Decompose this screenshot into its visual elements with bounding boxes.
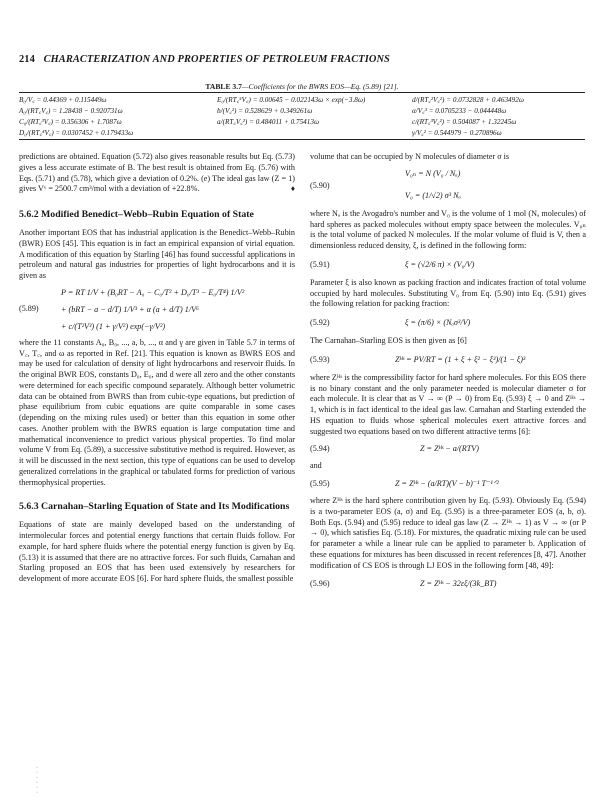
equation-line: V₀ = (1/√2) σ³ Nₐ [405,190,461,200]
equation-5-96 [310,574,586,596]
left-column [19,152,295,585]
table-label: TABLE 3.7 [205,82,242,91]
table-cell: a/(RT꜀V꜀²) = 0.484011 + 0.75413ω [217,118,320,126]
table-cell: C₀/(RT꜀³V꜀) = 0.356306 + 1.7087ω [19,118,122,126]
equation-number: (5.95) [310,479,330,488]
equation-5-90 [310,165,586,209]
equation-5-95 [310,474,586,496]
table-row [19,117,585,127]
equation-5-91 [310,254,586,278]
equation-number: (5.90) [310,180,330,190]
margin-marks: · · · · · · [36,765,38,796]
equation-number: (5.92) [310,318,330,327]
equation-line: Z = Zᴴˢ − a/(RTV) [420,444,479,454]
equation-5-94 [310,439,586,461]
equation-line: + c/(T²V³) (1 + γ/V²) exp(−γ/V²) [61,321,166,331]
paragraph: Equations of state are mainly developed based on the understanding of intermolecular forces and potential energy functions that certain fluids follow. For example, for hard sphere fluids where the potential energy function is given by Eq. (5.13) it is assumed that there are no attractive forces. For such fluids, Carnahan and Starling proposed an EOS that has been used extensively by researchers for development of more accurate EOS [6]. For hard sphere fluids, the smallest possible [19,520,295,583]
table-caption: —Coefficients for the BWRS EOS—Eq. (5.89) [21]. [241,82,399,91]
running-head-title: CHARACTERIZATION AND PROPERTIES OF PETROLEUM FRACTIONS [43,54,390,65]
table-cell: α/V꜀³ = 0.0705233 − 0.044448ω [412,107,507,115]
equation-line: Zᴴˢ = PV/RT = (1 + ξ + ξ² − ξ³)/(1 − ξ)³ [395,354,526,364]
table-cell: A₀/(RT꜀V꜀) = 1.28438 − 0.920731ω [19,107,123,115]
connector-word: and [310,461,322,471]
paragraph: where Nₐ is the Avogadro's number and V₀ is the volume of 1 mol (Nₐ molecules) of hard spheres as packed molecules without empty space between the molecules. V₀ₙ is the total volume of packed N molecules. If the molar volume of fluid is V, then a dimensionless reduced density, ξ, is defined in the following form: [310,208,586,250]
table-title [0,82,604,91]
table-cell: c/(RT꜀³V꜀²) = 0.504087 + 1.32245ω [412,118,517,126]
end-of-example-marker: ♦ [290,184,295,194]
paragraph: volume that can be occupied by N molecules of diameter σ is [310,152,510,161]
equation-number: (5.96) [310,579,330,589]
paragraph: where the 11 constants A₀, B₀, ..., a, b, ..., α and γ are given in Table 5.7 in terms of V꜀, T꜀, and ω as reported in Ref. [21]. This equation is known as BWRS EOS and may be used for calculation of density of light hydrocarbons and reservoir fluids. In the original BWR EOS, constants D₀, E₀, and d were all zero and the other constants were determined for each specific compound separately. Although better volumetric data can be obtained from BWRS than from cubic-type equations, but prediction of phase equilibrium from cubic equations are quite comparable in some cases (depending on the mixing rules used) or better than this equation in some other cases. Another problem with the BWRS equation is large computation time and mathematical inconvenience to predict various physical properties. To find molar volume V from Eq. (5.89), a successive substitutive method is required. However, as it will be discussed in the next section, this type of equations can be used to develop generalized correlations in the graphical or tabulated forms for prediction of various thermophysical properties. [19,337,295,487]
paragraph: Another important EOS that has industrial application is the Benedict–Webb–Rubin (BWR) EOS [45]. This equation is in fact an empirical expansion of virial equation. A modification of this equation by Starling [46] has found successful applications in petroleum and natural gas industries for properties of light hydrocarbons and it is given as [19,228,295,280]
table-cell: B₀/V꜀ = 0.44369 + 0.115449ω [19,96,107,104]
equation-line: Z = Zᴴˢ − (a/RT)(V − b)⁻¹ T⁻¹ᐟ² [395,479,499,488]
section-heading-bwr: 5.6.2 Modified Benedict–Webb–Rubin Equation of State [19,209,254,220]
equation-5-92 [310,312,586,336]
paragraph: predictions are obtained. Equation (5.72) also gives reasonable results but Eq. (5.73) gives a less accurate estimate of B. The best result is obtained from Eq. (5.76) with Eqs. (5.71) and (5.78), which give a deviation of 0.2%. (e) The ideal gas law (Z = 1) gives Vᵛ = 2500.7 cm³/mol with a deviation of +22.8%. ♦ [19,152,295,194]
table-bottom-rule [19,139,585,140]
table-cell: d/(RT꜀²V꜀²) = 0.0732828 + 0.463492ω [412,96,524,104]
table-cell: E₀/(RT꜀⁵V꜀) = 0.00645 − 0.022143ω × exp(−3.8ω) [217,96,366,104]
equation-line: P = RT 1/V + (B₀RT − A₀ − C₀/T² + D₀/T³ − E₀/T⁴) 1/V² [61,287,245,297]
right-column [310,152,586,596]
equation-number: (5.89) [19,303,39,313]
table-cell: D₀/(RT꜀⁴V꜀) = 0.0307452 + 0.179433ω [19,129,134,137]
running-head [19,54,579,65]
paragraph: where Zᴴˢ is the hard sphere contribution given by Eq. (5.93). Obviously Eq. (5.94) is a two-parameter EOS (a, σ) and Eq. (5.95) is a three-parameter EOS (a, b, σ). Both Eqs. (5.94) and (5.95) reduce to ideal gas law (Z → Zᴴˢ → 1) as V → ∞ (or P → 0), which satisfies Eq. (5.18). For mixtures, the quadratic mixing rule can be used for parameter a while a linear rule can be applied to parameter b. Application of these equations for mixtures has been discussed in recent references [8, 47]. Another modification of CS EOS is through LJ EOS in the following form [48, 49]: [310,496,586,570]
equation-line: V₀ₙ = N (V₀ / Nₐ) [405,168,461,178]
paragraph: Parameter ξ is also known as packing fraction and indicates fraction of total volume occupied by hard molecules. Substituting V₀ from Eq. (5.90) into Eq. (5.91) gives the following relation for packing fraction: [310,277,586,309]
equation-line: Z = Zᴴˢ − 32εξ/(3k_BT) [420,579,497,589]
table-cell: b/(V꜀²) = 0.528629 + 0.349261ω [217,107,313,115]
page-number: 214 [19,54,35,65]
table-top-rule [19,92,585,93]
paragraph: The Carnahan–Starling EOS is then given as [6] [310,336,467,345]
equation-line: ξ = (√2/6 π) × (V₀/V) [405,259,475,269]
table-cell: γ/V꜀² = 0.544979 − 0.270896ω [412,129,502,137]
table-row [19,95,585,105]
table-row [19,106,585,116]
equation-number: (5.93) [310,354,330,364]
equation-number: (5.91) [310,259,330,269]
paragraph: where Zᴴˢ is the compressibility factor for hard sphere molecules. For this EOS there is no binary constant and the only parameter needed is molecular diameter σ for each molecule. It is clear that as V → ∞ (P → 0) from Eq. (5.93) ξ → 0 and Zᴴˢ → 1, which is in fact identical to the ideal gas law. Carnahan and Starling extended the HS equation to fluids whose spherical molecules exert attractive forces and suggested two equations based on two different attractive terms [6]: [310,372,586,436]
equation-5-89 [19,286,295,338]
table-row [19,128,585,138]
equation-5-93 [310,349,586,373]
equation-number: (5.94) [310,444,330,454]
section-heading-carnahan-starling: 5.6.3 Carnahan–Starling Equation of State and Its Modifications [19,501,290,513]
equation-line: + (bRT − a − d/T) 1/V³ + α (a + d/T) 1/V⁶ [61,304,199,314]
equation-line: ξ = (π/6) × (Nₐσ³/V) [405,318,471,327]
